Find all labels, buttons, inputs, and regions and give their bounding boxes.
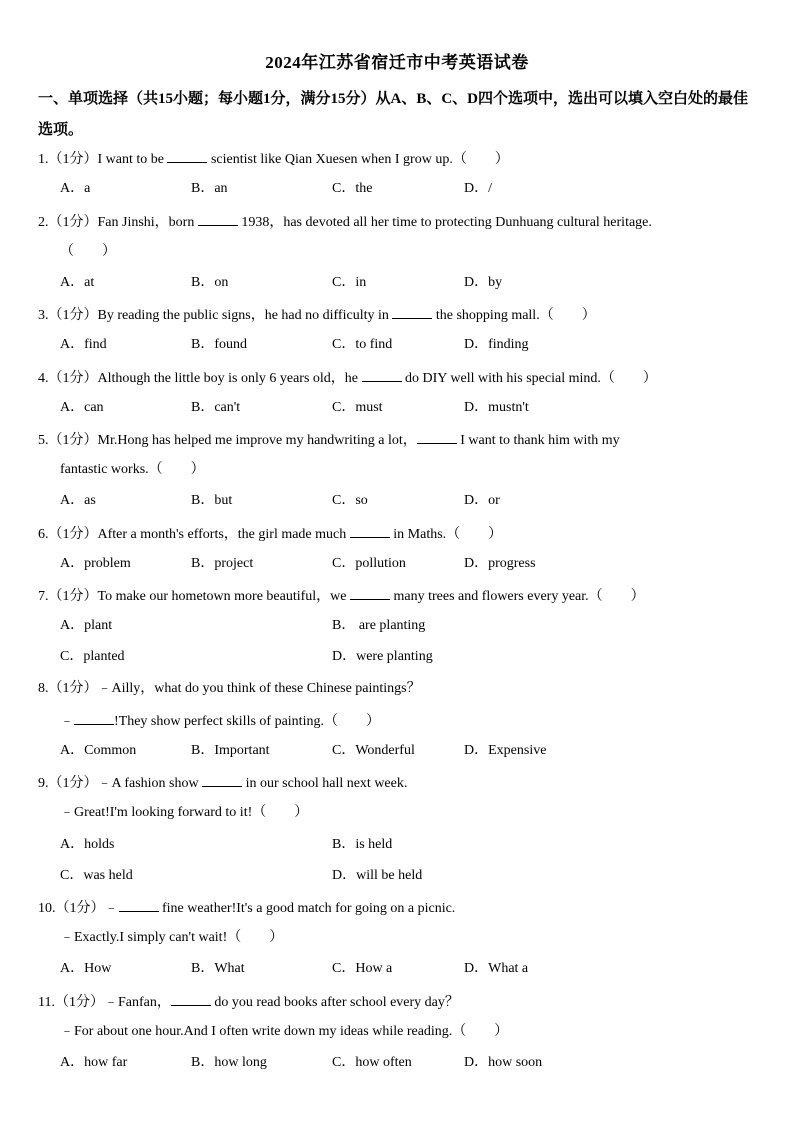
question-8-stem: 8.（1分）﹣Ailly，what do you think of these Chinese paintings？ xyxy=(38,681,421,696)
option-d: D．will be held xyxy=(332,868,423,883)
question-5-stem: 5.（1分）Mr.Hong has helped me improve my handwriting a lot， I want to thank him with my xyxy=(38,429,756,449)
option-c: C．planted xyxy=(60,649,125,664)
option-d: D．progress xyxy=(464,556,536,571)
option-a: A．how far xyxy=(60,1055,128,1070)
question-10-stem: 10.（1分）﹣ fine weather!It's a good match for going on a picnic. xyxy=(38,897,756,917)
question-11-options xyxy=(60,1053,760,1073)
option-b: B．how long xyxy=(191,1055,267,1070)
option-c: C．to find xyxy=(332,337,393,352)
answer-blank xyxy=(171,991,211,1006)
option-b: B．on xyxy=(191,275,229,290)
option-d: D．What a xyxy=(464,961,529,976)
option-b: B．What xyxy=(191,961,245,976)
option-d: D．were planting xyxy=(332,649,433,664)
question-2-options xyxy=(60,273,760,293)
option-c: C．must xyxy=(332,400,383,415)
option-a: A．a xyxy=(60,181,91,196)
option-d: D．or xyxy=(464,493,500,508)
option-a: A．can xyxy=(60,400,104,415)
option-c: C．was held xyxy=(60,868,133,883)
question-7-stem: 7.（1分）To make our hometown more beautiful，we many trees and flowers every year.（ ） xyxy=(38,585,756,605)
question-8-continuation: ﹣ !They show perfect skills of painting.（ ） xyxy=(60,710,778,730)
question-7-options-row2 xyxy=(60,647,760,667)
option-b: B．an xyxy=(191,181,228,196)
section-heading: 一、单项选择（共15小题；每小题1分，满分15分）从A、B、C、D四个选项中，选出可以填入空白处的最佳选项。 xyxy=(38,91,749,138)
question-4-options xyxy=(60,398,760,418)
question-3-options xyxy=(60,335,760,355)
question-6-options xyxy=(60,554,760,574)
question-1-stem: 1.（1分）I want to be scientist like Qian Xuesen when I grow up.（ ） xyxy=(38,148,756,168)
question-9-options-row2 xyxy=(60,866,760,886)
question-5-continuation: fantastic works.（ ） xyxy=(60,462,205,477)
option-a: A．find xyxy=(60,337,107,352)
answer-blank xyxy=(350,585,390,600)
option-a: A．as xyxy=(60,493,96,508)
question-9-options-row1 xyxy=(60,835,760,855)
question-5-options xyxy=(60,491,760,511)
option-b: B．found xyxy=(191,337,247,352)
option-b: B．Important xyxy=(191,743,270,758)
exam-title: 2024年江苏省宿迁市中考英语试卷 xyxy=(265,53,529,72)
answer-blank xyxy=(392,304,432,319)
option-c: C．how often xyxy=(332,1055,412,1070)
option-a: A．How xyxy=(60,961,112,976)
question-2-continuation: （ ） xyxy=(60,244,116,259)
answer-blank xyxy=(198,211,238,226)
option-c: C．pollution xyxy=(332,556,406,571)
answer-blank xyxy=(202,772,242,787)
option-a: A．Common xyxy=(60,743,137,758)
question-11-continuation: ﹣For about one hour.And I often write down my ideas while reading.（ ） xyxy=(60,1024,509,1039)
answer-blank xyxy=(362,367,402,382)
question-3-stem: 3.（1分）By reading the public signs，he had no difficulty in the shopping mall.（ ） xyxy=(38,304,756,324)
question-9-continuation: ﹣Great!I'm looking forward to it!（ ） xyxy=(60,805,309,820)
option-c: C．in xyxy=(332,275,367,290)
option-b: B．is held xyxy=(332,837,393,852)
option-d: D．/ xyxy=(464,181,492,196)
question-9-stem: 9.（1分）﹣A fashion show in our school hall next week. xyxy=(38,772,756,792)
option-a: A．problem xyxy=(60,556,131,571)
answer-blank xyxy=(74,710,114,725)
option-a: A．plant xyxy=(60,618,113,633)
question-10-continuation: ﹣Exactly.I simply can't wait!（ ） xyxy=(60,930,284,945)
option-d: D．Expensive xyxy=(464,743,547,758)
answer-blank xyxy=(350,523,390,538)
answer-blank xyxy=(167,148,207,163)
question-7-options-row1 xyxy=(60,616,760,636)
answer-blank xyxy=(417,429,457,444)
option-b: B．can't xyxy=(191,400,241,415)
question-8-options xyxy=(60,741,760,761)
question-1-options xyxy=(60,179,760,199)
question-11-stem: 11.（1分）﹣Fanfan， do you read books after school every day？ xyxy=(38,991,756,1011)
option-b: B． are planting xyxy=(332,618,426,633)
option-b: B．project xyxy=(191,556,254,571)
option-c: C．the xyxy=(332,181,373,196)
option-d: D．finding xyxy=(464,337,529,352)
option-c: C．How a xyxy=(332,961,393,976)
option-c: C．so xyxy=(332,493,368,508)
option-c: C．Wonderful xyxy=(332,743,415,758)
answer-blank xyxy=(119,897,159,912)
option-a: A．at xyxy=(60,275,95,290)
question-10-options xyxy=(60,959,760,979)
option-d: D．how soon xyxy=(464,1055,543,1070)
option-a: A．holds xyxy=(60,837,115,852)
question-4-stem: 4.（1分）Although the little boy is only 6 years old，he do DIY well with his special mind.（ ） xyxy=(38,367,756,387)
option-b: B．but xyxy=(191,493,233,508)
question-6-stem: 6.（1分）After a month's efforts，the girl made much in Maths.（ ） xyxy=(38,523,756,543)
question-2-stem: 2.（1分）Fan Jinshi，born 1938，has devoted all her time to protecting Dunhuang cultural heritage. xyxy=(38,211,756,231)
option-d: D．mustn't xyxy=(464,400,529,415)
option-d: D．by xyxy=(464,275,503,290)
